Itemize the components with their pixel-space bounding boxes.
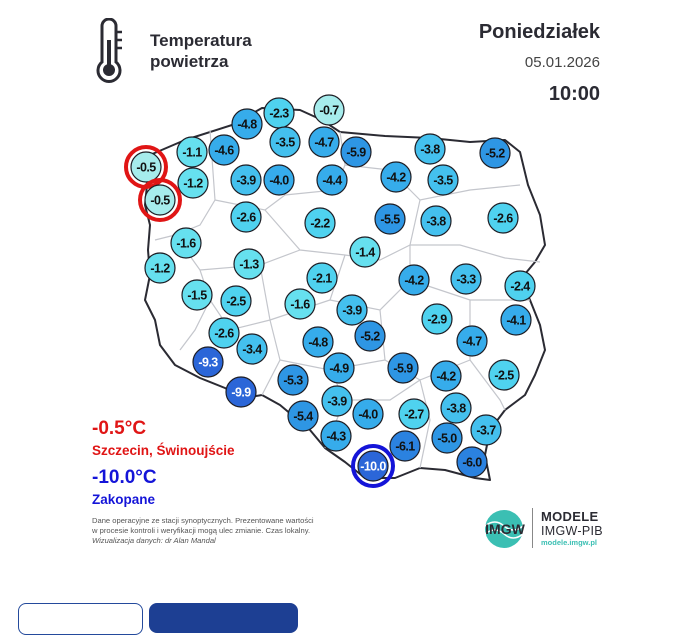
- station-marker: [432, 423, 462, 453]
- station-value: -1.2: [150, 261, 170, 276]
- station-marker: [278, 365, 308, 395]
- station-marker: [431, 361, 461, 391]
- station-value: -1.3: [239, 257, 259, 272]
- station-value: -4.8: [237, 117, 257, 132]
- station-marker: [209, 318, 239, 348]
- station-value: -5.5: [380, 212, 400, 227]
- station-value: -3.9: [327, 394, 347, 409]
- station-marker: [322, 386, 352, 416]
- station-value: -5.0: [437, 431, 457, 446]
- station-value: -1.6: [176, 236, 196, 251]
- station-marker: [324, 353, 354, 383]
- station-marker: [270, 127, 300, 157]
- station-value: -5.9: [393, 361, 413, 376]
- station-value: -2.9: [427, 312, 447, 327]
- station-marker: [309, 127, 339, 157]
- station-marker: [182, 280, 212, 310]
- station-value: -4.0: [269, 173, 289, 188]
- station-marker: [177, 137, 207, 167]
- station-value: -0.7: [319, 103, 339, 118]
- station-marker: [314, 95, 344, 125]
- weekday-label: Poniedziałek: [478, 21, 600, 43]
- station-value: -3.5: [275, 135, 295, 150]
- station-marker: [353, 446, 393, 486]
- station-value: -6.1: [395, 439, 415, 454]
- station-value: -3.8: [426, 214, 446, 229]
- brand-url[interactable]: modele.imgw.pl: [541, 538, 597, 547]
- station-marker: [237, 334, 267, 364]
- station-marker: [399, 265, 429, 295]
- station-marker: [355, 321, 385, 351]
- station-marker: [178, 168, 208, 198]
- station-marker: [388, 353, 418, 383]
- station-marker: [232, 109, 262, 139]
- station-value: -6.0: [462, 455, 482, 470]
- station-marker: [375, 204, 405, 234]
- station-value: -9.9: [231, 385, 251, 400]
- station-marker: [341, 137, 371, 167]
- station-value: -3.3: [456, 272, 476, 287]
- station-value: -10.0: [360, 459, 386, 474]
- station-value: -2.5: [494, 368, 514, 383]
- station-value: -3.9: [236, 173, 256, 188]
- station-marker: [321, 421, 351, 451]
- station-marker: [501, 305, 531, 335]
- station-marker: [288, 401, 318, 431]
- station-value: -1.4: [355, 245, 375, 260]
- max-temperature-stations: Szczecin, Świnoujście: [92, 443, 235, 458]
- station-value: -4.2: [386, 170, 406, 185]
- station-value: -2.6: [493, 211, 513, 226]
- min-temperature-value: -10.0°C: [92, 467, 157, 488]
- station-marker: [428, 165, 458, 195]
- station-value: -3.5: [433, 173, 453, 188]
- station-value: -4.6: [214, 143, 234, 158]
- station-marker: [441, 393, 471, 423]
- station-marker: [480, 138, 510, 168]
- max-temperature-value: -0.5°C: [92, 418, 147, 439]
- station-marker: [381, 162, 411, 192]
- station-value: -4.9: [329, 361, 349, 376]
- station-marker: [471, 415, 501, 445]
- station-marker: [415, 134, 445, 164]
- station-value: -1.2: [183, 176, 203, 191]
- date-label: 05.01.2026: [524, 54, 600, 71]
- station-value: -4.2: [404, 273, 424, 288]
- station-marker: [193, 347, 223, 377]
- station-marker: [305, 208, 335, 238]
- station-value: -3.8: [420, 142, 440, 157]
- logo-divider: [532, 508, 533, 548]
- disclaimer-line-2: w procesie kontroli i weryfikacji mogą ulec zmianie. Czas lokalny.: [92, 526, 311, 535]
- station-value: -3.9: [342, 303, 362, 318]
- station-value: -4.1: [506, 313, 526, 328]
- station-value: -2.4: [510, 279, 530, 294]
- station-marker: [422, 304, 452, 334]
- station-value: -2.6: [236, 210, 256, 225]
- time-label: 10:00: [548, 83, 600, 105]
- station-marker: [303, 327, 333, 357]
- station-marker: [264, 165, 294, 195]
- station-value: -3.8: [446, 401, 466, 416]
- station-marker: [317, 165, 347, 195]
- station-marker: [353, 399, 383, 429]
- station-marker: [505, 271, 535, 301]
- station-value: -1.5: [187, 288, 207, 303]
- station-marker: [421, 206, 451, 236]
- station-marker: [451, 264, 481, 294]
- station-value: -5.9: [346, 145, 366, 160]
- station-marker: [457, 447, 487, 477]
- station-value: -1.6: [290, 297, 310, 312]
- station-value: -2.7: [404, 407, 424, 422]
- station-marker: [390, 431, 420, 461]
- station-marker: [399, 399, 429, 429]
- station-value: -2.1: [312, 271, 332, 286]
- station-marker: [234, 249, 264, 279]
- station-value: -2.3: [269, 106, 289, 121]
- station-marker: [350, 237, 380, 267]
- station-marker: [145, 253, 175, 283]
- station-value: -2.6: [214, 326, 234, 341]
- title-line-1: Temperatura: [150, 31, 252, 50]
- disclaimer-line-1: Dane operacyjne ze stacji synoptycznych. Prezentowane wartości: [92, 516, 314, 525]
- station-marker: [221, 286, 251, 316]
- station-marker: [264, 98, 294, 128]
- station-marker: [226, 377, 256, 407]
- station-marker: [231, 202, 261, 232]
- station-value: -5.4: [293, 409, 313, 424]
- station-marker: [209, 135, 239, 165]
- data-disclaimer: [92, 516, 367, 546]
- secondary-button[interactable]: [18, 603, 143, 635]
- station-value: -4.7: [314, 135, 334, 150]
- station-marker: [337, 295, 367, 325]
- station-marker: [285, 289, 315, 319]
- station-value: -4.3: [326, 429, 346, 444]
- station-value: -4.2: [436, 369, 456, 384]
- imgw-logo: [483, 508, 533, 550]
- brand-subtitle: IMGW-PIB: [541, 524, 603, 538]
- station-value: -0.5: [150, 193, 170, 208]
- station-marker: [307, 263, 337, 293]
- station-marker: [140, 180, 180, 220]
- min-temperature-station: Zakopane: [92, 492, 156, 507]
- visualization-credit: Wizualizacja danych: dr Alan Mandal: [92, 536, 216, 545]
- brand-name: MODELE: [541, 509, 599, 524]
- station-value: -5.3: [283, 373, 303, 388]
- station-value: -0.5: [136, 160, 156, 175]
- station-value: -3.4: [242, 342, 262, 357]
- station-value: -1.1: [182, 145, 202, 160]
- station-value: -4.7: [462, 334, 482, 349]
- station-marker: [231, 165, 261, 195]
- station-value: -5.2: [485, 146, 505, 161]
- station-value: -9.3: [198, 355, 218, 370]
- station-value: -4.0: [358, 407, 378, 422]
- station-value: -4.8: [308, 335, 328, 350]
- primary-button[interactable]: [149, 603, 298, 633]
- logo-lettering: IMGW: [485, 521, 525, 537]
- title-line-2: powietrza: [150, 52, 229, 71]
- station-marker: [457, 326, 487, 356]
- station-value: -3.7: [476, 423, 496, 438]
- station-value: -2.2: [310, 216, 330, 231]
- station-value: -2.5: [226, 294, 246, 309]
- station-marker: [488, 203, 518, 233]
- station-value: -5.2: [360, 329, 380, 344]
- station-marker: [489, 360, 519, 390]
- station-value: -4.4: [322, 173, 342, 188]
- station-marker: [171, 228, 201, 258]
